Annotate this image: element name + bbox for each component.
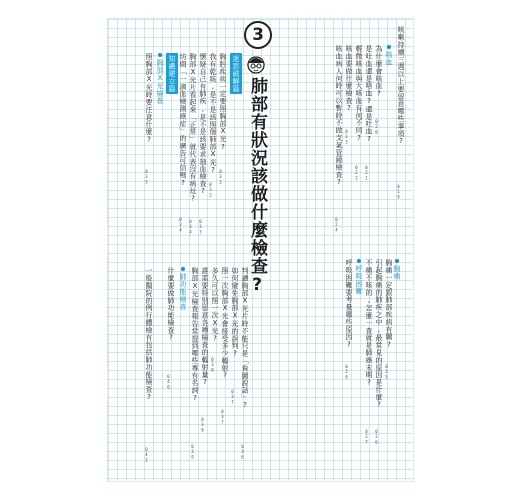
page-number: 038 xyxy=(210,357,215,373)
bullet-dot-icon xyxy=(387,45,391,49)
section-heading-cough-blood: 咳血 xyxy=(384,45,394,66)
section-heading-lung-function: 肺功能檢查 xyxy=(178,267,188,310)
page-number: 027 xyxy=(364,429,369,445)
toc-entry: 一般醫院的例行體檢有包括肺功能檢查? xyxy=(145,267,153,402)
page-number: 024 xyxy=(334,217,339,233)
chapter-number: 3 xyxy=(244,21,272,49)
toc-entry: 呼吸困難要考量哪些原因? xyxy=(345,259,353,349)
toc-entry: 誰需要特別留意各種檢查的輻射量? xyxy=(201,267,209,387)
chapter-title: 肺部有狀況該做什麼檢查? xyxy=(247,77,267,296)
toc-entry: 胸腔疾病一定要照胸部X光? xyxy=(219,53,227,152)
page-number: 021 xyxy=(364,165,369,181)
bullet-dot-icon xyxy=(181,267,185,271)
page-number: 032 xyxy=(208,182,213,198)
doctor-face-icon xyxy=(245,53,267,75)
toc-entry: 不痛不咳的,怎麼一查就是肺癌末期? xyxy=(365,259,373,387)
page-number: 025 xyxy=(384,364,389,380)
page-number: 034 xyxy=(178,217,183,233)
toc-entry: 如何避免胸部X光的誤判? xyxy=(231,267,239,358)
toc-entry: 胸痛一定跟肺部疾病有關? xyxy=(385,259,393,349)
page-number: 042 xyxy=(144,447,149,463)
page-number: 034 xyxy=(188,219,193,235)
page-number: 037 xyxy=(230,389,235,405)
page-number: 026 xyxy=(374,429,379,445)
toc-entry: 是吐血還是咯血?還是吐血? xyxy=(365,45,373,144)
toc-entry: 什麼要做肺功能檢查? xyxy=(167,267,175,342)
toc-entry: 引起胸痛的肺疾之中,最常見的原因是什麼? xyxy=(375,259,383,409)
toc-entry: 咳嗽持續三週以上要留意哪些事項? xyxy=(397,26,405,146)
toc-entry: 為什麼會咳血? xyxy=(375,45,383,98)
toc-entry: 判讀胸部X光片時不能只是「看圖說話」? xyxy=(241,267,249,410)
page-number: 022 xyxy=(354,165,359,181)
toc-entry: 多久可以照一次X光? xyxy=(211,267,219,343)
toc-page xyxy=(107,18,414,482)
toc-entry: 坊間「一滴血檢測癌症」的廣告可信嗎? xyxy=(179,53,187,188)
toc-entry: 懷疑自己有肺疾,是不是該要求抽血檢查? xyxy=(199,53,207,196)
toc-entry: 照胸部X光時要注意什麼? xyxy=(145,53,153,144)
tag-myth-busting: 迷思破解篇 xyxy=(232,55,240,92)
toc-entry: 咳血要做什麼檢查? xyxy=(345,45,353,113)
page-number: 019 xyxy=(396,184,401,200)
tag-knowledge-building: 知識建立篇 xyxy=(168,55,176,92)
section-heading-breathing: 呼吸困難 xyxy=(354,259,364,295)
toc-entry: 胸部X光檢查報告常提到哪些專有名詞? xyxy=(191,267,199,403)
toc-entry: 咳血病人何時可以暫時不做支氣管鏡檢查? xyxy=(335,45,343,187)
page-number: 035 xyxy=(144,169,149,185)
section-heading-chest-xray: 胸部X光檢查 xyxy=(155,53,165,104)
bullet-dot-icon xyxy=(357,259,361,263)
bullet-dot-icon xyxy=(158,53,162,57)
page-number: 033 xyxy=(198,219,203,235)
toc-entry: 我有乾咳,是不是該照個肺部X光? xyxy=(209,53,217,175)
page-number: 028 xyxy=(344,364,349,380)
page-number: 037 xyxy=(220,409,225,425)
page-number: 023 xyxy=(344,129,349,145)
toc-entry: 胸部X光片看起來「正常」就代表沒有病灶? xyxy=(189,53,197,203)
section-heading-chest-pain: 胸痛 xyxy=(392,259,402,280)
page-number: 040 xyxy=(166,374,171,390)
page-number: 032 xyxy=(218,169,223,185)
toc-entry: 輕微咳血與大咳血有何不同? xyxy=(355,45,363,143)
bullet-dot-icon xyxy=(395,259,399,263)
page-number: 038 xyxy=(200,417,205,433)
toc-entry: 照一次胸部X光會接受多少輻射? xyxy=(221,267,229,380)
page-number: 036 xyxy=(240,444,245,460)
page-number: 020 xyxy=(374,119,379,135)
page-number: 039 xyxy=(190,444,195,460)
